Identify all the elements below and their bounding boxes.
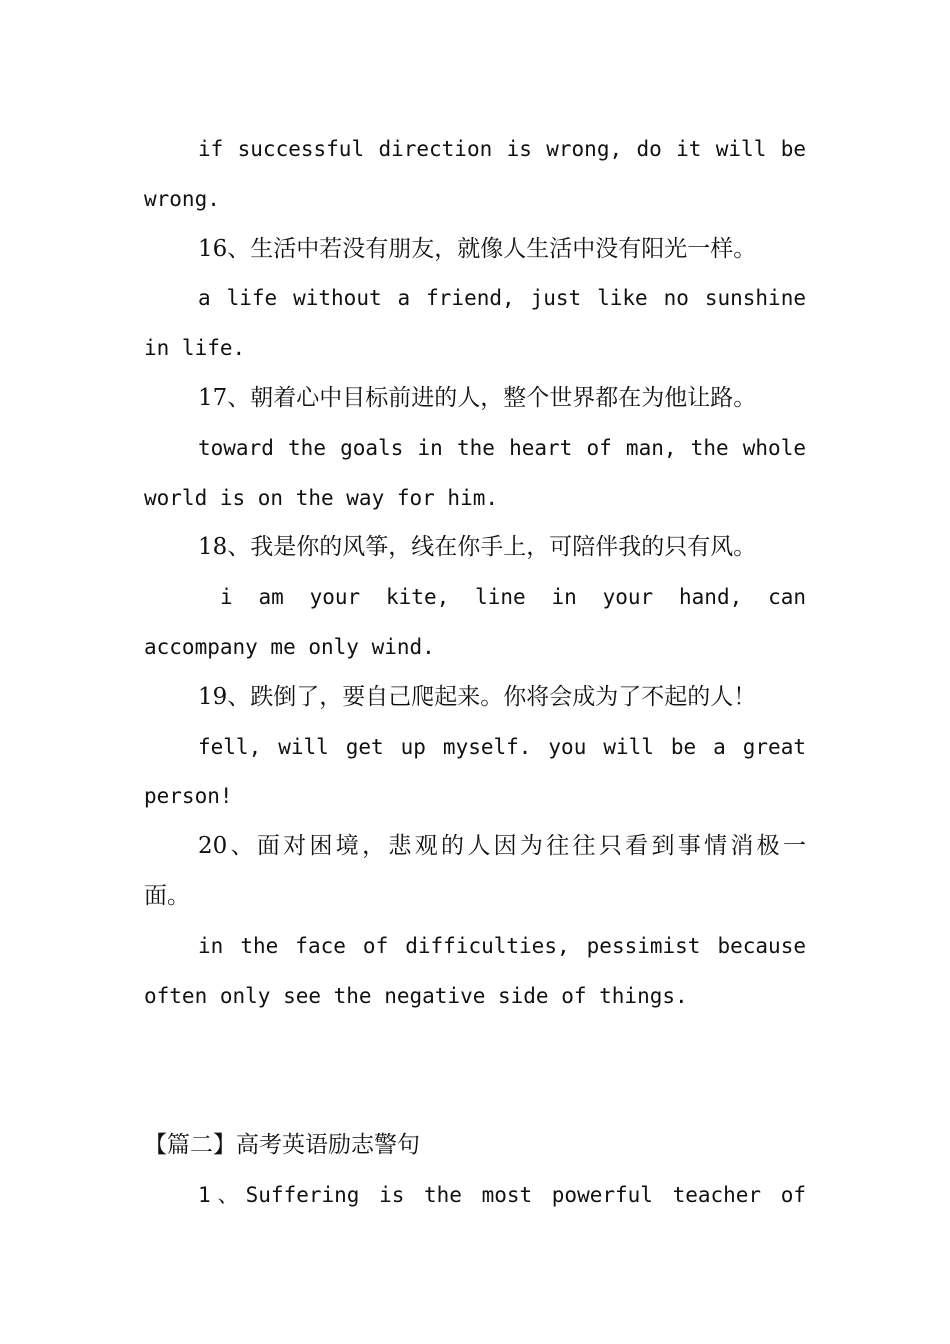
section-spacer xyxy=(144,1021,806,1121)
english-line: wrong. xyxy=(144,186,220,211)
chinese-quote-17: 17、朝着心中目标前进的人，整个世界都在为他让路。 xyxy=(198,384,757,411)
english-line: i am your kite, line in your hand, can xyxy=(220,585,806,610)
english-line: 1、Suffering is the most powerful teacher of xyxy=(198,1182,806,1207)
section-heading: 【篇二】高考英语励志警句 xyxy=(144,1131,420,1158)
chinese-quote-19: 19、跌倒了，要自己爬起来。你将会成为了不起的人！ xyxy=(198,683,757,710)
chinese-quote-20: 20、面对困境，悲观的人因为往往只看到事情消极一 xyxy=(198,833,806,860)
english-line: if successful direction is wrong, do it will be xyxy=(198,137,806,161)
english-line: toward the goals in the heart of man, the whole xyxy=(198,435,806,460)
english-line: fell, will get up myself. you will be a great xyxy=(198,734,806,759)
chinese-quote-20-continued: 面。 xyxy=(144,882,190,909)
english-line: often only see the negative side of things. xyxy=(144,983,688,1008)
english-line: person! xyxy=(144,784,233,809)
english-line: a life without a friend, just like no sunshine xyxy=(198,286,806,311)
english-line: in the face of difficulties, pessimist because xyxy=(198,933,806,958)
chinese-quote-18: 18、我是你的风筝，线在你手上，可陪伴我的只有风。 xyxy=(198,534,757,561)
chinese-quote-16: 16、生活中若没有朋友，就像人生活中没有阳光一样。 xyxy=(198,235,757,262)
english-line: accompany me only wind. xyxy=(144,634,435,659)
english-line: world is on the way for him. xyxy=(144,485,499,510)
english-line: in life. xyxy=(144,336,246,361)
document-body xyxy=(144,125,806,1221)
